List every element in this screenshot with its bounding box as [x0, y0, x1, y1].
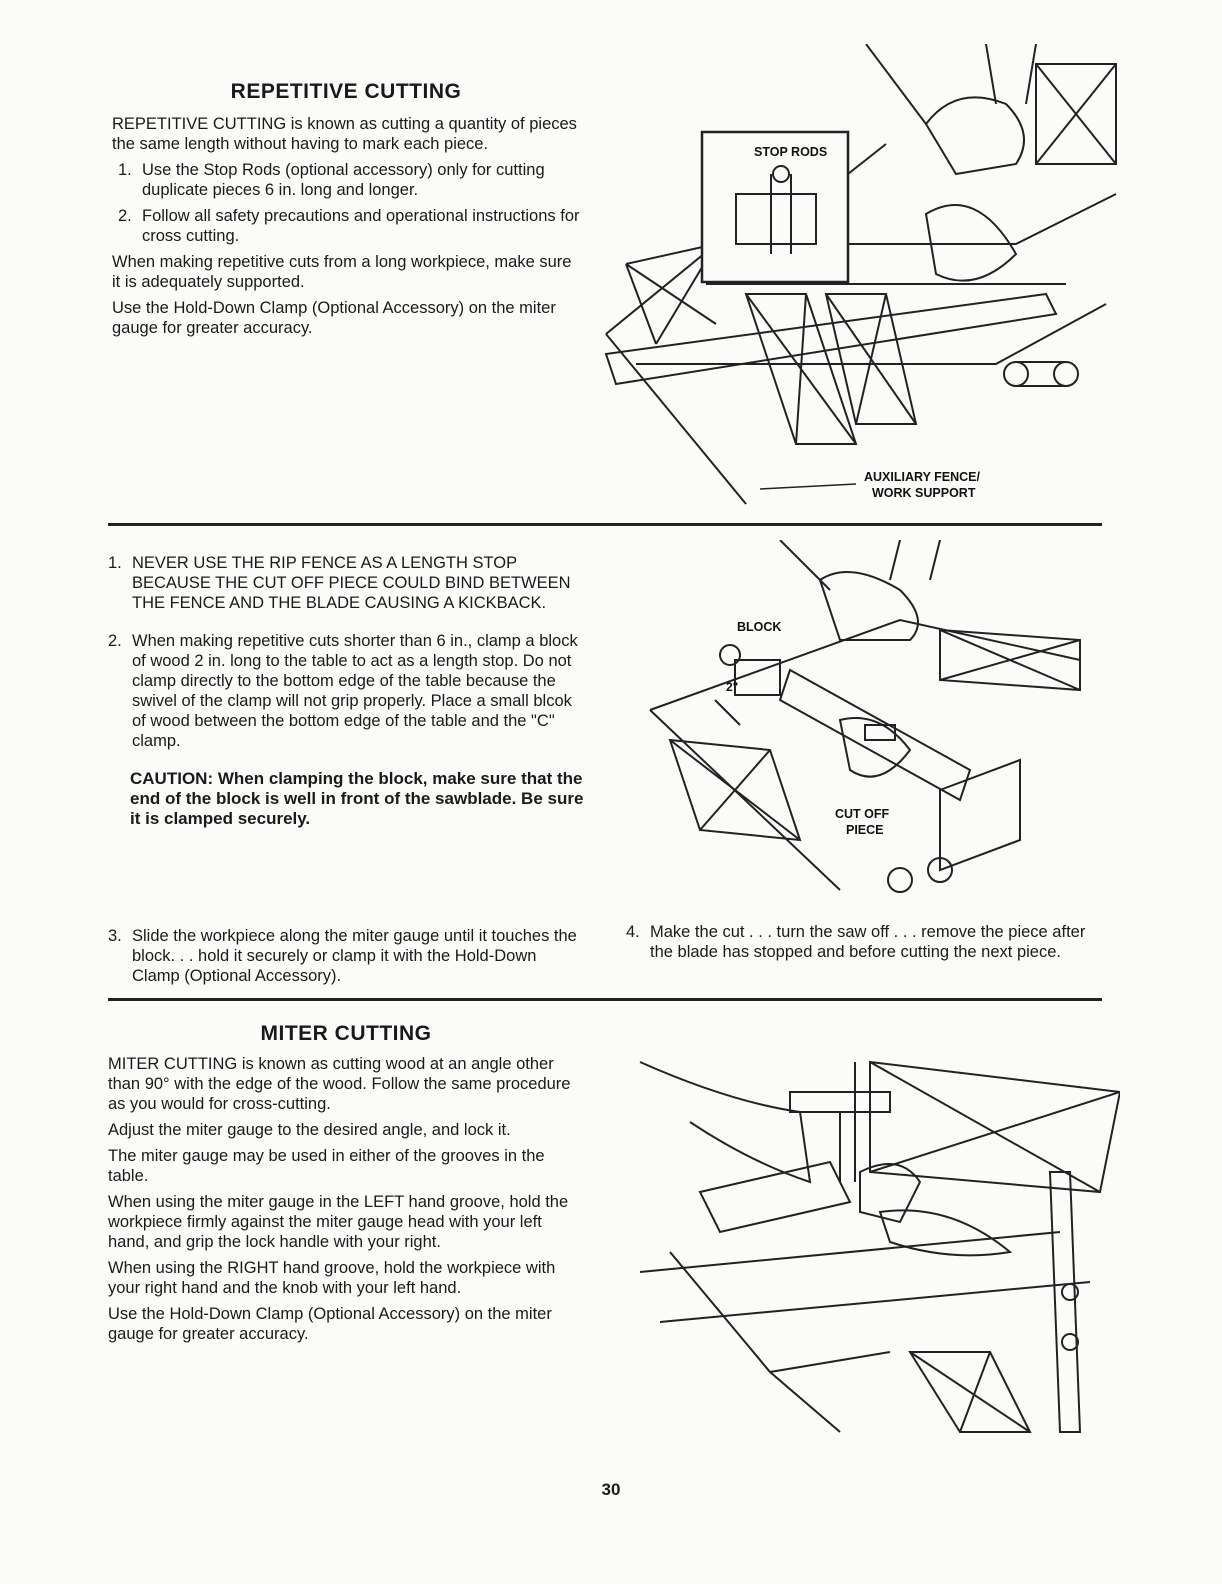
item-number: 3.: [108, 927, 122, 945]
stop-rods-illustration: [596, 44, 1122, 514]
section-divider: [108, 998, 1102, 1001]
item-text: Use the Stop Rods (optional accessory) only for cutting duplicate pieces 6 in. long and longer.: [142, 161, 545, 199]
miter-paragraph: When using the miter gauge in the LEFT hand groove, hold the workpiece firmly against the miter gauge head with your left hand, and grip the lock handle with your right.: [108, 1193, 569, 1251]
miter-paragraph: MITER CUTTING is known as cutting wood at an angle other than 90° with the edge of the wood. Follow the same procedure as you would for cross-cutting.: [108, 1055, 571, 1113]
miter-paragraph: Adjust the miter gauge to the desired angle, and lock it.: [108, 1121, 511, 1139]
item-text: When making repetitive cuts shorter than 6 in., clamp a block of wood 2 in. long to the table to act as a length stop. Do not clamp directly to the bottom edge of the table because the swivel of the clamp will not grip properly. Place a small blcok of wood between the bottom edge of the table and the "C" clamp.: [132, 632, 578, 750]
item-number: 2.: [118, 207, 132, 225]
repetitive-clamp-note: Use the Hold-Down Clamp (Optional Accessory) on the miter gauge for greater accuracy.: [112, 299, 556, 337]
list-item: [626, 922, 1102, 962]
item-text: Slide the workpiece along the miter gauge until it touches the block. . . hold it securely or clamp it with the Hold-Down Clamp (Optional Accessory).: [132, 927, 577, 985]
list-item: [108, 631, 586, 751]
section-title-repetitive: REPETITIVE CUTTING: [230, 80, 462, 103]
figure-label-aux-fence: AUXILIARY FENCE/: [864, 470, 980, 484]
caution-note: CAUTION: When clamping the block, make sure that the end of the block is well in front of the sawblade. Be sure it is clamped securely.: [130, 769, 584, 828]
miter-paragraph: The miter gauge may be used in either of the grooves in the table.: [108, 1147, 545, 1185]
item-text: Make the cut . . . turn the saw off . . . remove the piece after the blade has stopped and before cutting the next piece.: [650, 923, 1086, 961]
item-number: 4.: [626, 923, 640, 941]
section-title-miter: MITER CUTTING: [260, 1022, 432, 1045]
repetitive-intro: REPETITIVE CUTTING is known as cutting a quantity of pieces the same length without having to mark each piece.: [112, 115, 577, 153]
miter-paragraph: Use the Hold-Down Clamp (Optional Accessory) on the miter gauge for greater accuracy.: [108, 1305, 552, 1343]
figure-label-work-support: WORK SUPPORT: [872, 486, 976, 500]
list-item: [108, 926, 586, 986]
page-number: 30: [601, 1480, 621, 1499]
item-text: NEVER USE THE RIP FENCE AS A LENGTH STOP BECAUSE THE CUT OFF PIECE COULD BIND BETWEEN THE FENCE AND THE BLADE CAUSING A KICKBACK.: [132, 554, 571, 612]
item-number: 2.: [108, 632, 122, 650]
length-stop-text-column: [108, 553, 586, 835]
repetitive-text-column: [112, 114, 584, 344]
list-item: [112, 206, 584, 246]
section-divider: [108, 523, 1102, 526]
figure-label-piece: PIECE: [846, 823, 884, 837]
figure-label-cut-off: CUT OFF: [835, 807, 890, 821]
repetitive-support-note: When making repetitive cuts from a long workpiece, make sure it is adequately supported.: [112, 253, 572, 291]
miter-text-column: [108, 1054, 584, 1350]
list-item: [112, 160, 584, 200]
miter-paragraph: When using the RIGHT hand groove, hold the workpiece with your right hand and the knob with your left hand.: [108, 1259, 556, 1297]
list-item: [108, 553, 586, 613]
block-stop-illustration: [640, 540, 1100, 910]
figure-label-block: BLOCK: [737, 620, 782, 634]
item-text: Follow all safety precautions and operational instructions for cross cutting.: [142, 207, 580, 245]
item-number: 1.: [108, 554, 122, 572]
figure-label-dimension: 2": [726, 680, 739, 694]
item-number: 1.: [118, 161, 132, 179]
figure-label-stop-rods: STOP RODS: [754, 145, 828, 159]
miter-cutting-illustration: [630, 1052, 1120, 1442]
